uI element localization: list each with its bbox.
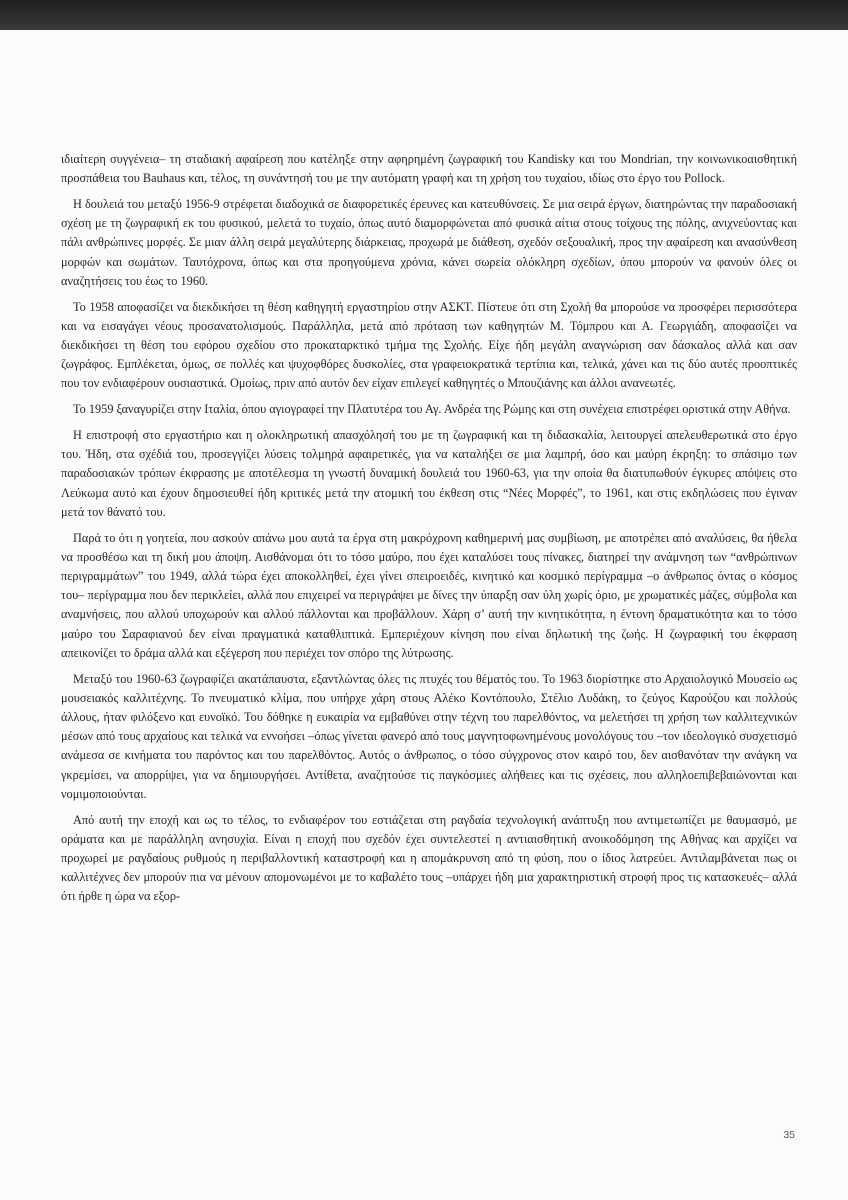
paragraph: Μεταξύ του 1960-63 ζωγραφίζει ακατάπαυστα, εξαντλώντας όλες τις πτυχές του θέματός του. Το 1963 διορίστηκε στο Αρχαιολογικό Μουσείο ως μουσειακός καλλιτέχνης. Το πνευματικό κλίμα, που υπήρχε χάρη στους Αλέκο Κοντόπουλο, Στέλιο Λυδάκη, το ζεύγος Καρούζου και πολλούς άλλους, ήταν φιλόξενο και ευνοϊκό. Του δόθηκε η ευκαιρία να εμβαθύνει στην τέχνη του παρελθόντος, να μελετήσει τη χρήση των καλλιτεχνικών μέσων από τους αρχαίους και τελικά να εννοήσει –όπως γίνεται φανερό από τους μαγνητοφωνημένους μονολόγους του –τον ιδεολογικό συσχετισμό ανάμεσα σε κινήματα του παρόντος και του παρελθόντος. Αυτός ο άνθρωπος, ο τόσο σύγχρονος στον καιρό του, δεν αισθανόταν την ανάγκη να γκρεμίσει, να απορρίψει, για να δημιουργήσει. Αντίθετα, αναζητούσε τις παγκόσμιες αλήθειες και τις σχέσεις, που αλληλοεπιβεβαιώνονται και νομιμοποιούνται. (61, 671, 797, 801)
paragraph: Το 1958 αποφασίζει να διεκδικήσει τη θέση καθηγητή εργαστηρίου στην ΑΣΚΤ. Πίστευε ότι στη Σχολή θα μπορούσε να προσφέρει περισσότερα και να εισαγάγει νέους προσανατολισμούς. Παράλληλα, μετά από πρόταση των καθηγητών Μ. Τόμπρου και Α. Γεωργιάδη, αποφασίζει να διεκδικήσει τη θέση του εφόρου σχεδίου στο προκαταρκτικό τμήμα της Σχολής. Είχε ήδη μεγάλη αναγνώριση σαν δάσκαλος αλλά και σαν ζωγράφος. Εμπλέκεται, όμως, σε πολλές και ψυχοφθόρες δυσκολίες, στα γραφειοκρατικά τερτίπια και, τελικά, χάνει και τις δύο αυτές προοπτικές που τον ενδιαφέρουν ουσιαστικά. Ομοίως, πριν από αυτόν δεν είχαν επιλεγεί καθηγητές ο Μπουζιάνης και άλλοι ανανεωτές. (61, 299, 797, 391)
paragraph: ιδιαίτερη συγγένεια– τη σταδιακή αφαίρεση που κατέληξε στην αφηρημένη ζωγραφική του Kandisky και του Mondrian, την κοινωνικοαισθητική προσπάθεια του Bauhaus και, τέλος, τη συνάντησή του με την αυτόματη γραφή και τη χρήση του τυχαίου, ιδίως στο έργο του Pollock. (61, 152, 797, 186)
paragraph: Η επιστροφή στο εργαστήριο και η ολοκληρωτική απασχόλησή του με τη ζωγραφική και τη διδασκαλία, λειτουργεί απελευθερωτικά στο έργο του. Ήδη, στα σχέδιά του, προσεγγίζει λύσεις τολμηρά αφαιρετικές, για να καταλήξει σε μια λαμπρή, όσο και μαύρη έκρηξη: το σπάσιμο των παραδοσιακών τρόπων έκφρασης με αποτέλεσμα τη γνωστή δυναμική δουλειά του 1960-63, για την οποία θα διατυπωθούν έγκυρες απόψεις στο Λεύκωμα αυτό και έχουν δημοσιευθεί ήδη κριτικές μετά την ατομική του έκθεση στις “Νέες Μορφές”, το 1961, και στις εκδηλώσεις που έγιναν μετά τον θάνατό του. (61, 428, 797, 519)
paragraph: Παρά το ότι η γοητεία, που ασκούν απάνω μου αυτά τα έργα στη μακρόχρονη καθημερινή μας συμβίωση, με αποτρέπει από αναλύσεις, θα ήθελα να προσθέσω και τη δική μου άποψη. Αισθάνομαι ότι το τόσο μαύρο, που έχει καταλύσει τους πίνακες, διατηρεί την ανάμνηση των “ανθρώπινων περιγραμμάτων” του 1949, αλλά τώρα έχει αποκολληθεί, έχει γίνει σπειροειδές, κινητικό και κοσμικό περίγραμμα –ο άνθρωπος όντας ο κόσμος του– περίγραμμα που δεν περικλείει, αλλά που επιχειρεί να περιγράψει με δίνες την ύπαρξη σαν ύλη χωρίς όριο, με χρωματικές μάζες, σύμβολα και αναμνήσεις, που αλλού υποχωρούν και αλλού πάλλονται και προβάλλουν. Χάρη σ’ αυτή την κινητικότητα, η έντονη δραματικότητα και το τόσο μαύρο του Σαραφιανού δεν είναι πραγματικά καταθλιπτικά. Εμπεριέχουν κίνηση που είναι δηλωτική της ζωής. Η ζωγραφική του έκφραση απεικονίζει το δράμα αλλά και εξέγερση που περιέχει τον σπόρο της λύτρωσης. (61, 530, 797, 660)
paragraph: Το 1959 ξαναγυρίζει στην Ιταλία, όπου αγιογραφεί την Πλατυτέρα του Αγ. Ανδρέα της Ρώμης και στη συνέχεια επιστρέφει οριστικά στην Αθήνα. (73, 402, 791, 417)
page-number: 35 (783, 1129, 795, 1141)
scan-top-edge (0, 0, 848, 30)
body-text (61, 150, 797, 913)
paragraph: Η δουλειά του μεταξύ 1956-9 στρέφεται διαδοχικά σε διαφορετικές έρευνες και κατευθύνσεις. Σε μια σειρά έργων, διατηρώντας την παραδοσιακή σχέση με τη ζωγραφική εκ του φυσικού, μελετά το τυχαίο, όπως αυτό διαμορφώνεται από φυσικά αίτια στους τοίχους της πόλης, ανιχνεύοντας και πάλι ανθρώπινες μορφές. Σε μιαν άλλη σειρά μεγαλύτερης διάρκειας, προχωρά με διάθεση, σχεδόν σεξουαλική, προς την αφαίρεση και ανασύνθεση μορφών και σωμάτων. Ταυτόχρονα, όπως και στα προηγούμενα χρόνια, κάνει σωρεία ολόκληρη σχεδίων, όπου μπορούν να φανούν όλες οι αναζητήσεις του έως το 1960. (61, 197, 797, 288)
paragraph: Από αυτή την εποχή και ως το τέλος, το ενδιαφέρον του εστιάζεται στη ραγδαία τεχνολογική ανάπτυξη που αντιμετωπίζει με θαυμασμό, με οράματα και με παράλληλη ανησυχία. Είναι η εποχή που σχεδόν έχει συντελεστεί η αντιαισθητική ανοικοδόμηση της Αθήνας και αρχίζει να προχωρεί με ραγδαίους ρυθμούς η περιβαλλοντική καταστροφή και η απομάκρυνση από τη φύση, που ο ίδιος λατρεύει. Αντιλαμβάνεται πως οι καλλιτέχνες δεν μπορούν πια να μένουν απομονωμένοι με το καβαλέτο τους –υπάρχει ήδη μια χαρακτηριστική στροφή προς τις κατασκευές– αλλά ότι ήρθε η ώρα να εξορ- (61, 812, 797, 904)
